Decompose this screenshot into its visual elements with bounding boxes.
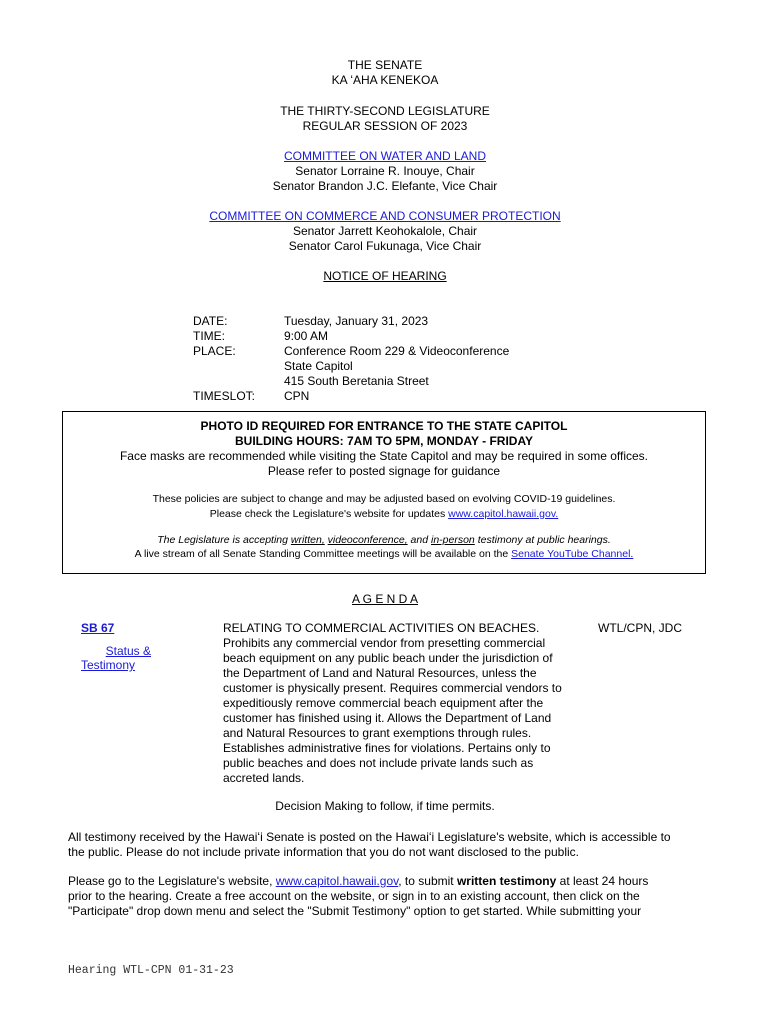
committee-wtl-link[interactable]: COMMITTEE ON WATER AND LAND	[283, 149, 486, 163]
accept-written: written,	[290, 534, 325, 546]
committee-cpn	[0, 209, 770, 224]
capitol-website-link[interactable]: www.capitol.hawaii.gov.	[448, 508, 559, 520]
decision-making-note: Decision Making to follow, if time permits.	[275, 799, 495, 813]
bill-description	[223, 636, 593, 786]
submit-mid: , to submit	[398, 874, 457, 888]
timeslot-label: TIMESLOT:	[193, 389, 256, 403]
place-line-3: 415 South Beretania Street	[284, 374, 429, 388]
agenda-title-text: A G E N D A	[351, 592, 419, 606]
description-line: beach equipment on any public beach under the jurisdiction of	[223, 651, 553, 665]
date-label: DATE:	[193, 314, 228, 328]
accept-in-person: in-person	[431, 534, 475, 546]
website-notice-text: Please check the Legislature's website for updates	[209, 508, 449, 520]
status-link-line-1[interactable]: Status &	[105, 644, 151, 658]
capitol-website-link-2[interactable]: www.capitol.hawaii.gov	[275, 874, 399, 888]
place-line-2: State Capitol	[284, 359, 353, 373]
bill-title: RELATING TO COMMERCIAL ACTIVITIES ON BEACHES.	[223, 621, 540, 635]
signage-notice: Please refer to posted signage for guidance	[267, 464, 501, 478]
notice-title-text: NOTICE OF HEARING	[323, 269, 447, 283]
accept-mid: and	[407, 534, 431, 546]
written-testimony-emphasis: written testimony	[456, 874, 557, 888]
agenda-title	[0, 592, 770, 607]
notice-title	[0, 269, 770, 284]
description-line: customer is physically present. Requires commercial vendors to	[223, 681, 562, 695]
place-line-1: Conference Room 229 & Videoconference	[284, 344, 510, 358]
senate-hawaiian-heading: KA ʻAHA KENEKOA	[331, 73, 439, 87]
committee-cpn-link[interactable]: COMMITTEE ON COMMERCE AND CONSUMER PROTECTION	[209, 209, 561, 223]
livestream-text: A live stream of all Senate Standing Committee meetings will be available on the	[134, 548, 512, 560]
youtube-channel-link[interactable]: Senate YouTube Channel.	[511, 548, 634, 560]
bill-referral: WTL/CPN, JDC	[598, 621, 682, 635]
committee-wtl-chair: Senator Lorraine R. Inouye, Chair	[295, 164, 475, 178]
testimony-line-2: the public. Please do not include private information that you do not want disclosed to the public.	[68, 845, 579, 859]
website-notice	[63, 507, 705, 522]
time-label: TIME:	[193, 329, 225, 343]
legislature-heading: THE THIRTY-SECOND LEGISLATURE	[280, 104, 490, 118]
face-mask-notice: Face masks are recommended while visiting the State Capitol and may be required in some offices.	[119, 449, 649, 463]
submit-pre: Please go to the Legislature's website,	[68, 874, 276, 888]
description-line: accreted lands.	[223, 771, 305, 785]
description-line: customer has finished using it. Allows the Department of Land	[223, 711, 552, 725]
timeslot-value: CPN	[284, 389, 310, 403]
committee-cpn-chair: Senator Jarrett Keohokalole, Chair	[292, 224, 478, 238]
building-hours-notice: BUILDING HOURS: 7AM TO 5PM, MONDAY - FRIDAY	[234, 434, 534, 448]
date-value: Tuesday, January 31, 2023	[284, 314, 429, 328]
description-line: public beaches and does not include private lands such as	[223, 756, 534, 770]
accept-pre: The Legislature is accepting	[157, 534, 291, 546]
committee-wtl	[0, 149, 770, 164]
accept-post: testimony at public hearings.	[474, 534, 611, 546]
description-line: Prohibits any commercial vendor from presetting commercial	[223, 636, 546, 650]
policy-notice: These policies are subject to change and may be adjusted based on evolving COVID-19 guidelines.	[152, 493, 616, 505]
senate-heading: THE SENATE	[347, 58, 423, 72]
testimony-modes-notice	[63, 533, 705, 548]
submit-line-1	[68, 874, 708, 889]
photo-id-notice: PHOTO ID REQUIRED FOR ENTRANCE TO THE STATE CAPITOL	[200, 419, 568, 433]
description-line: Establishes administrative fines for violations. Pertains only to	[223, 741, 551, 755]
testimony-public-notice	[68, 830, 708, 860]
notice-box	[62, 411, 706, 574]
livestream-notice	[63, 547, 705, 562]
bill-link-sb67[interactable]: SB 67	[81, 621, 115, 635]
description-line: the Department of Land and Natural Resources, unless the	[223, 666, 537, 680]
status-link-line-2[interactable]: Testimony	[81, 658, 136, 672]
accept-videoconference: videoconference,	[327, 534, 408, 546]
submit-post: at least 24 hours	[556, 874, 649, 888]
description-line: and Natural Resources to grant exemptions through rules.	[223, 726, 532, 740]
submit-line-2: prior to the hearing. Create a free account on the website, or sign in to an existing account, then click on the	[68, 889, 640, 903]
time-value: 9:00 AM	[284, 329, 329, 343]
session-heading: REGULAR SESSION OF 2023	[302, 119, 468, 133]
page-footer: Hearing WTL-CPN 01-31-23	[68, 964, 234, 977]
testimony-line-1: All testimony received by the Hawaiʻi Senate is posted on the Hawaiʻi Legislature's website, which is accessible to	[68, 830, 671, 844]
testimony-submit-instructions	[68, 874, 708, 919]
place-label: PLACE:	[193, 344, 236, 358]
description-line: expeditiously remove commercial beach equipment after the	[223, 696, 544, 710]
status-testimony-link[interactable]	[81, 644, 151, 659]
committee-wtl-vice-chair: Senator Brandon J.C. Elefante, Vice Chair	[272, 179, 498, 193]
submit-line-3: "Participate" drop down menu and select the "Submit Testimony" option to get started. While submitting your	[68, 904, 642, 918]
committee-cpn-vice-chair: Senator Carol Fukunaga, Vice Chair	[288, 239, 482, 253]
